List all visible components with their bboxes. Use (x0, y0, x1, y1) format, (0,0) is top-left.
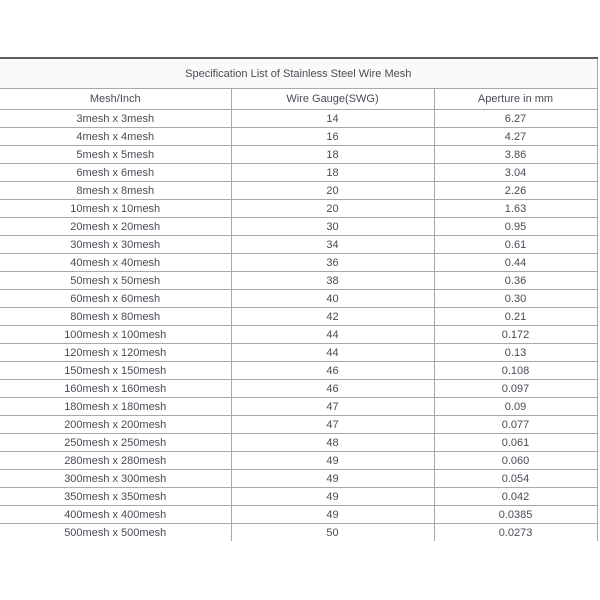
cell-aperture: 2.26 (434, 182, 597, 200)
table-title-row (0, 58, 597, 89)
table-row (0, 290, 597, 308)
table-row (0, 308, 597, 326)
cell-mesh: 40mesh x 40mesh (0, 254, 231, 272)
cell-wire-gauge: 40 (231, 290, 434, 308)
table-row (0, 452, 597, 470)
cell-wire-gauge: 34 (231, 236, 434, 254)
cell-wire-gauge: 30 (231, 218, 434, 236)
cell-aperture: 6.27 (434, 110, 597, 128)
table-row (0, 398, 597, 416)
cell-aperture: 0.21 (434, 308, 597, 326)
table-row (0, 218, 597, 236)
cell-wire-gauge: 42 (231, 308, 434, 326)
table-row (0, 110, 597, 128)
cell-aperture: 0.61 (434, 236, 597, 254)
cell-aperture: 0.13 (434, 344, 597, 362)
cell-wire-gauge: 20 (231, 200, 434, 218)
table-row (0, 254, 597, 272)
cell-mesh: 50mesh x 50mesh (0, 272, 231, 290)
cell-aperture: 0.0385 (434, 506, 597, 524)
cell-mesh: 80mesh x 80mesh (0, 308, 231, 326)
cell-mesh: 400mesh x 400mesh (0, 506, 231, 524)
cell-wire-gauge: 20 (231, 182, 434, 200)
cell-mesh: 20mesh x 20mesh (0, 218, 231, 236)
cell-wire-gauge: 38 (231, 272, 434, 290)
cell-mesh: 160mesh x 160mesh (0, 380, 231, 398)
cell-aperture: 4.27 (434, 128, 597, 146)
cell-mesh: 3mesh x 3mesh (0, 110, 231, 128)
cell-aperture: 0.09 (434, 398, 597, 416)
cell-wire-gauge: 49 (231, 470, 434, 488)
table-header-row (0, 89, 597, 110)
cell-mesh: 5mesh x 5mesh (0, 146, 231, 164)
table-row (0, 236, 597, 254)
cell-mesh: 500mesh x 500mesh (0, 524, 231, 542)
table-row (0, 488, 597, 506)
table-body (0, 110, 597, 542)
table-row (0, 362, 597, 380)
spec-table-container (0, 57, 598, 541)
cell-aperture: 0.097 (434, 380, 597, 398)
cell-aperture: 0.36 (434, 272, 597, 290)
table-row (0, 470, 597, 488)
table-row (0, 434, 597, 452)
cell-wire-gauge: 18 (231, 164, 434, 182)
cell-aperture: 0.042 (434, 488, 597, 506)
cell-mesh: 8mesh x 8mesh (0, 182, 231, 200)
cell-mesh: 180mesh x 180mesh (0, 398, 231, 416)
table-row (0, 326, 597, 344)
cell-aperture: 0.0273 (434, 524, 597, 542)
table-row (0, 272, 597, 290)
table-row (0, 182, 597, 200)
table-row (0, 146, 597, 164)
column-header-mesh: Mesh/Inch (0, 89, 231, 110)
cell-aperture: 3.86 (434, 146, 597, 164)
cell-mesh: 300mesh x 300mesh (0, 470, 231, 488)
cell-wire-gauge: 49 (231, 452, 434, 470)
table-row (0, 506, 597, 524)
cell-mesh: 150mesh x 150mesh (0, 362, 231, 380)
cell-mesh: 10mesh x 10mesh (0, 200, 231, 218)
cell-mesh: 4mesh x 4mesh (0, 128, 231, 146)
column-header-aperture: Aperture in mm (434, 89, 597, 110)
table-title: Specification List of Stainless Steel Wire Mesh (0, 58, 597, 89)
cell-wire-gauge: 50 (231, 524, 434, 542)
cell-wire-gauge: 47 (231, 416, 434, 434)
cell-wire-gauge: 49 (231, 488, 434, 506)
table-row (0, 380, 597, 398)
cell-aperture: 3.04 (434, 164, 597, 182)
table-row (0, 200, 597, 218)
cell-wire-gauge: 14 (231, 110, 434, 128)
table-row (0, 416, 597, 434)
cell-aperture: 0.108 (434, 362, 597, 380)
cell-aperture: 0.077 (434, 416, 597, 434)
cell-mesh: 200mesh x 200mesh (0, 416, 231, 434)
cell-wire-gauge: 46 (231, 362, 434, 380)
cell-wire-gauge: 44 (231, 344, 434, 362)
column-header-wire-gauge: Wire Gauge(SWG) (231, 89, 434, 110)
cell-wire-gauge: 48 (231, 434, 434, 452)
cell-mesh: 350mesh x 350mesh (0, 488, 231, 506)
cell-aperture: 0.30 (434, 290, 597, 308)
table-row (0, 164, 597, 182)
cell-wire-gauge: 16 (231, 128, 434, 146)
cell-aperture: 1.63 (434, 200, 597, 218)
table-row (0, 128, 597, 146)
cell-aperture: 0.172 (434, 326, 597, 344)
cell-aperture: 0.44 (434, 254, 597, 272)
cell-wire-gauge: 18 (231, 146, 434, 164)
cell-mesh: 6mesh x 6mesh (0, 164, 231, 182)
cell-mesh: 280mesh x 280mesh (0, 452, 231, 470)
spec-table (0, 57, 598, 541)
cell-wire-gauge: 36 (231, 254, 434, 272)
cell-mesh: 120mesh x 120mesh (0, 344, 231, 362)
cell-wire-gauge: 46 (231, 380, 434, 398)
cell-wire-gauge: 44 (231, 326, 434, 344)
cell-aperture: 0.95 (434, 218, 597, 236)
table-row (0, 344, 597, 362)
cell-wire-gauge: 49 (231, 506, 434, 524)
cell-aperture: 0.060 (434, 452, 597, 470)
cell-mesh: 30mesh x 30mesh (0, 236, 231, 254)
cell-wire-gauge: 47 (231, 398, 434, 416)
table-row (0, 524, 597, 542)
cell-aperture: 0.054 (434, 470, 597, 488)
cell-aperture: 0.061 (434, 434, 597, 452)
cell-mesh: 100mesh x 100mesh (0, 326, 231, 344)
cell-mesh: 250mesh x 250mesh (0, 434, 231, 452)
cell-mesh: 60mesh x 60mesh (0, 290, 231, 308)
